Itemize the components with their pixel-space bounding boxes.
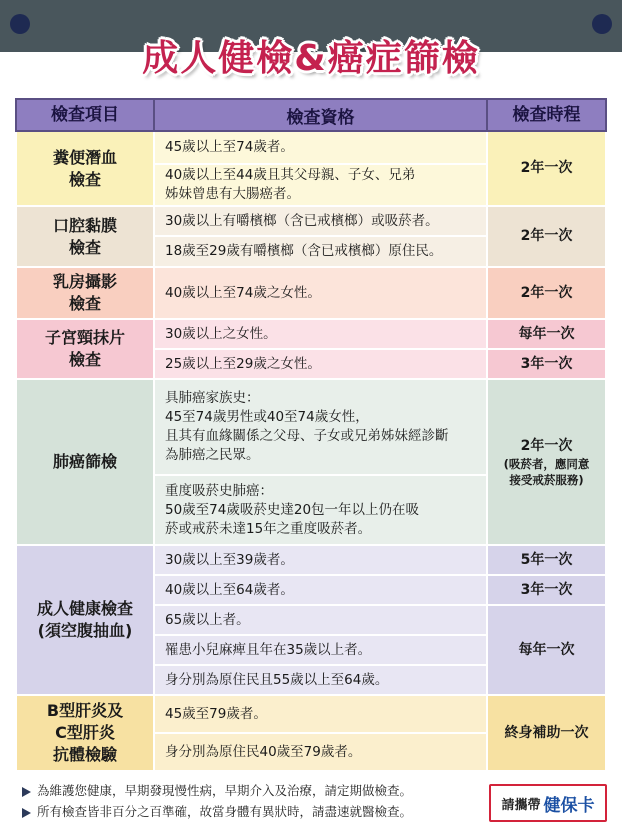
- qual-cell: 30歲以上至39歲者。: [154, 545, 487, 575]
- interval-cell: 每年一次: [487, 319, 606, 349]
- header-item: 檢查項目: [16, 99, 154, 131]
- qual-cell: 具肺癌家族史： 45至74歲男性或40至74歲女性， 且其有血緣關係之父母、子女或兄弟姊妹經診斷 為肺癌之民眾。: [154, 379, 487, 475]
- interval-text: 2年一次: [520, 437, 573, 454]
- interval-cell: 2年一次: [487, 267, 606, 319]
- triangle-bullet-icon: [22, 787, 31, 797]
- interval-cell: 終身補助一次: [487, 695, 606, 771]
- qual-cell: 身分別為原住民40歲至79歲者。: [154, 733, 487, 771]
- qual-cell: 25歲以上至29歲之女性。: [154, 349, 487, 379]
- footer-notes: [22, 780, 412, 822]
- item-pap: 子宮頸抹片 檢查: [16, 319, 154, 379]
- card-prefix: 請攜帶: [501, 797, 541, 813]
- card-brand: 健保卡: [543, 795, 595, 816]
- interval-cell: 2年一次: [487, 131, 606, 206]
- qual-cell: 18歲至29歲有嚼檳榔（含已戒檳榔）原住民。: [154, 236, 487, 267]
- qual-cell: 罹患小兒麻痺且年在35歲以上者。: [154, 635, 487, 665]
- table-row: [16, 206, 606, 236]
- qual-cell: 30歲以上之女性。: [154, 319, 487, 349]
- table-row: [16, 545, 606, 575]
- qual-cell: 45歲以上至74歲者。: [154, 131, 487, 164]
- qual-cell: 重度吸菸史肺癌： 50歲至74歲吸菸史達20包一年以上仍在吸 菸或戒菸未達15年之重度吸菸者。: [154, 475, 487, 545]
- qual-cell: 身分別為原住民且55歲以上至64歲。: [154, 665, 487, 695]
- qual-cell: 65歲以上者。: [154, 605, 487, 635]
- interval-cell-lung: [487, 379, 606, 545]
- health-card-reminder: [489, 784, 607, 822]
- interval-cell: 5年一次: [487, 545, 606, 575]
- table-row: [16, 131, 606, 164]
- table-row: [16, 379, 606, 475]
- qual-cell: 45歲至79歲者。: [154, 695, 487, 733]
- item-fecal: 糞便潛血 檢查: [16, 131, 154, 206]
- item-oral: 口腔黏膜 檢查: [16, 206, 154, 267]
- table-row: [16, 695, 606, 733]
- qual-cell: 40歲以上至44歲且其父母親、子女、兄弟 姊妹曾患有大腸癌者。: [154, 164, 487, 206]
- item-hepatitis: B型肝炎及 C型肝炎 抗體檢驗: [16, 695, 154, 771]
- table-header-row: [16, 99, 606, 131]
- header-interval: 檢查時程: [487, 99, 606, 131]
- interval-note: (吸菸者，應同意 接受戒菸服務): [503, 456, 590, 487]
- header-qualification: 檢查資格: [154, 99, 487, 131]
- interval-cell: 2年一次: [487, 206, 606, 267]
- item-mammo: 乳房攝影 檢查: [16, 267, 154, 319]
- triangle-bullet-icon: [22, 808, 31, 818]
- table-row: [16, 267, 606, 319]
- item-lung: 肺癌篩檢: [16, 379, 154, 545]
- note-text: 為維護您健康，早期發現慢性病，早期介入及治療，請定期做檢查。: [37, 783, 413, 798]
- note-line: [22, 801, 412, 822]
- interval-cell: 3年一次: [487, 349, 606, 379]
- note-line: [22, 780, 412, 801]
- qual-cell: 40歲以上至64歲者。: [154, 575, 487, 605]
- qual-cell: 30歲以上有嚼檳榔（含已戒檳榔）或吸菸者。: [154, 206, 487, 236]
- interval-cell: 每年一次: [487, 605, 606, 695]
- item-adult: 成人健康檢查 (須空腹抽血): [16, 545, 154, 695]
- note-text: 所有檢查皆非百分之百準確，故當身體有異狀時，請盡速就醫檢查。: [37, 804, 413, 819]
- interval-cell: 3年一次: [487, 575, 606, 605]
- page-title: 成人健檢&癌症篩檢: [142, 38, 480, 79]
- screening-table: [15, 98, 607, 772]
- qual-cell: 40歲以上至74歲之女性。: [154, 267, 487, 319]
- table-row: [16, 319, 606, 349]
